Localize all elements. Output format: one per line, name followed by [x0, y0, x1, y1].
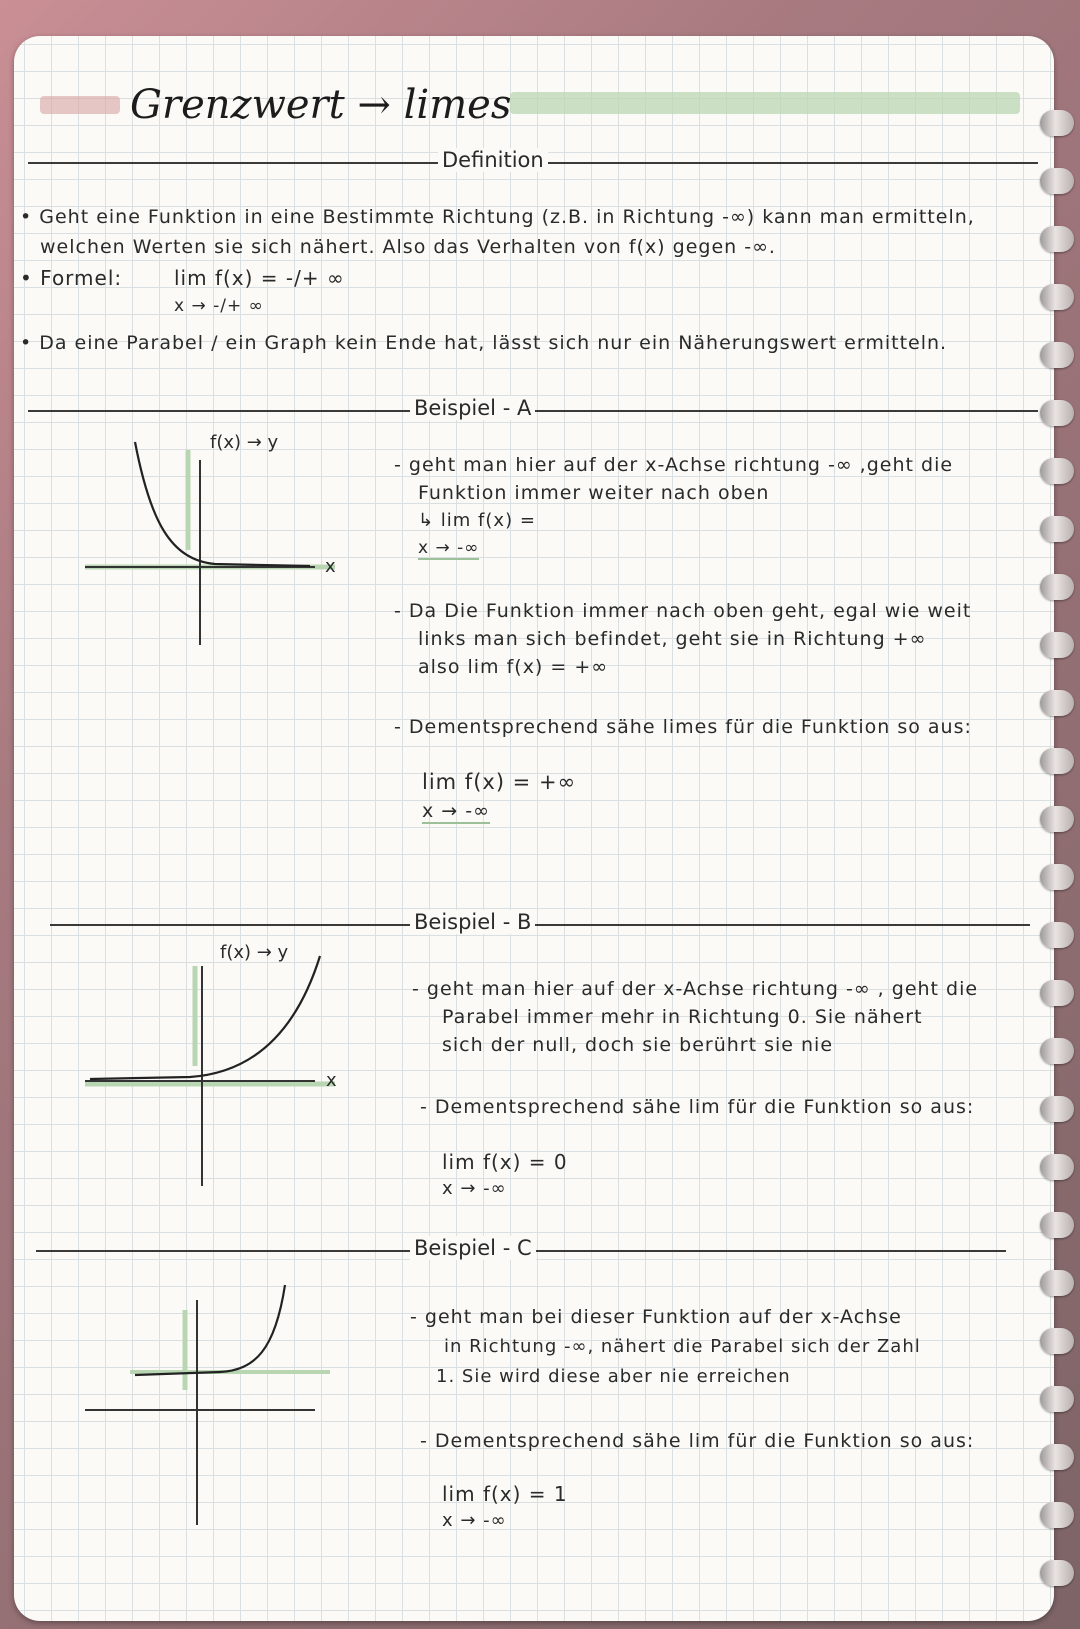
binding-ring — [1040, 1154, 1074, 1180]
graph-c — [80, 1280, 340, 1530]
beispiel-b-result-l2: x → -∞ — [442, 1178, 507, 1199]
binding-ring — [1040, 1328, 1074, 1354]
binding-ring — [1040, 1096, 1074, 1122]
formel-lim: lim f(x) = -/+ ∞ — [174, 266, 345, 290]
beispiel-a-text-3: - Dementsprechend sähe limes für die Funktion so aus: — [394, 716, 972, 738]
graph-b-y-label: f(x) → y — [220, 942, 289, 963]
graph-a-curve — [135, 442, 310, 566]
beispiel-c-text-1-l2: in Richtung -∞, nähert die Parabel sich der Zahl — [444, 1336, 921, 1357]
beispiel-b-text-1-l3: sich der null, doch sie berührt sie nie — [442, 1034, 834, 1056]
binding-ring — [1040, 284, 1074, 310]
formel-label: • Formel: — [20, 266, 123, 290]
binding-ring — [1040, 458, 1074, 484]
beispiel-a-text-2-l1: - Da Die Funktion immer nach oben geht, egal wie weit — [394, 600, 972, 622]
definition-line-2: welchen Werten sie sich nähert. Also das Verhalten von f(x) gegen -∞. — [40, 236, 776, 258]
binding-ring — [1040, 226, 1074, 252]
binding-ring — [1040, 168, 1074, 194]
binding-ring — [1040, 632, 1074, 658]
beispiel-a-text-1-l4: x → -∞ — [418, 538, 480, 558]
beispiel-c-text-2: - Dementsprechend sähe lim für die Funktion so aus: — [420, 1430, 975, 1452]
graph-c-curve — [135, 1285, 285, 1375]
binding-ring — [1040, 980, 1074, 1006]
beispiel-b-text-1-l1: - geht man hier auf der x-Achse richtung -∞ , geht die — [412, 978, 979, 1000]
page-title: Grenzwert → limes — [130, 82, 512, 128]
beispiel-c-text-1-l1: - geht man bei dieser Funktion auf der x-Achse — [410, 1306, 902, 1328]
binding-ring — [1040, 922, 1074, 948]
binding-ring — [1040, 748, 1074, 774]
binding-ring — [1040, 400, 1074, 426]
beispiel-b-rule — [50, 924, 1030, 926]
graph-b — [80, 936, 360, 1196]
beispiel-c-result-l1: lim f(x) = 1 — [442, 1482, 568, 1506]
graph-a-y-label: f(x) → y — [210, 432, 279, 453]
definition-line-1: • Geht eine Funktion in eine Bestimmte Richtung (z.B. in Richtung -∞) kann man ermitteln, — [20, 206, 975, 228]
binding-ring — [1040, 516, 1074, 542]
beispiel-b-heading: Beispiel - B — [410, 910, 535, 934]
beispiel-a-text-2-l2: links man sich befindet, geht sie in Richtung +∞ — [418, 628, 927, 650]
beispiel-a-result-l2: x → -∞ — [422, 800, 490, 822]
binding-ring — [1040, 690, 1074, 716]
binding-ring — [1040, 806, 1074, 832]
beispiel-c-result-l2: x → -∞ — [442, 1510, 507, 1531]
title-highlight-pink — [40, 96, 120, 114]
binding-ring — [1040, 110, 1074, 136]
binding-ring — [1040, 1038, 1074, 1064]
binding-ring — [1040, 1560, 1074, 1586]
beispiel-b-result-l1: lim f(x) = 0 — [442, 1150, 568, 1174]
binding-ring — [1040, 1444, 1074, 1470]
binding-ring — [1040, 342, 1074, 368]
formel-sub: x → -/+ ∞ — [174, 296, 264, 316]
beispiel-b-text-1-l2: Parabel immer mehr in Richtung 0. Sie nähert — [442, 1006, 923, 1028]
definition-heading: Definition — [438, 148, 548, 172]
beispiel-c-text-1-l3: 1. Sie wird diese aber nie erreichen — [436, 1366, 791, 1387]
graph-b-x-label: x — [326, 1070, 337, 1091]
binding-ring — [1040, 574, 1074, 600]
beispiel-b-text-2: - Dementsprechend sähe lim für die Funktion so aus: — [420, 1096, 975, 1118]
binding-ring — [1040, 864, 1074, 890]
beispiel-a-text-1-l3: ↳ lim f(x) = — [418, 510, 536, 531]
graph-a-x-label: x — [325, 556, 336, 577]
title-highlight-green — [510, 92, 1020, 114]
definition-line-3: • Da eine Parabel / ein Graph kein Ende hat, lässt sich nur ein Näherungswert ermitteln. — [20, 332, 948, 354]
beispiel-c-heading: Beispiel - C — [410, 1236, 536, 1260]
binding-ring — [1040, 1502, 1074, 1528]
graph-a — [80, 430, 360, 650]
beispiel-a-text-2-l3: also lim f(x) = +∞ — [418, 656, 609, 678]
beispiel-a-heading: Beispiel - A — [410, 396, 535, 420]
binding-ring — [1040, 1212, 1074, 1238]
beispiel-a-text-1-l1: - geht man hier auf der x-Achse richtung -∞ ,geht die — [394, 454, 954, 476]
binding-ring — [1040, 1386, 1074, 1412]
binding-ring — [1040, 1270, 1074, 1296]
beispiel-a-text-1-l2: Funktion immer weiter nach oben — [418, 482, 770, 504]
beispiel-a-result-l1: lim f(x) = +∞ — [422, 770, 577, 794]
graph-b-curve — [90, 956, 320, 1079]
